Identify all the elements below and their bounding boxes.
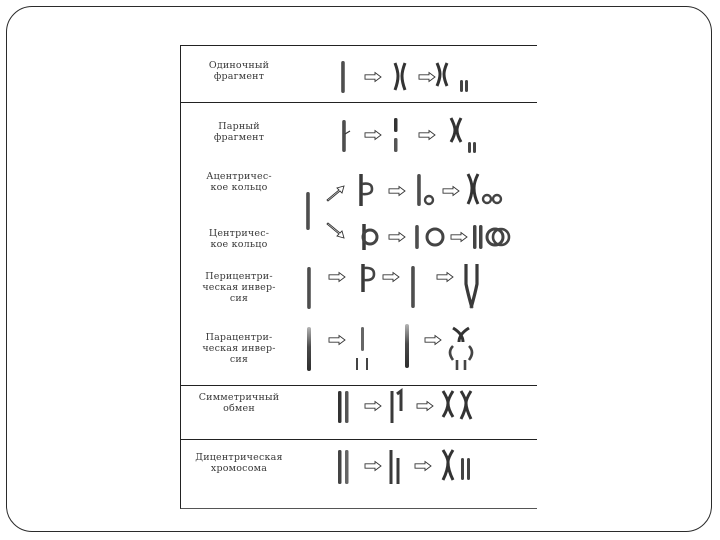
slide-frame: [6, 6, 712, 532]
label-line: Центричес-: [208, 228, 270, 239]
label-line: кое кольцо: [210, 239, 268, 250]
label-line: хромосома: [210, 463, 268, 474]
chromosome-aberrations-figure: [180, 45, 537, 509]
label-line: Дицентрическая: [195, 452, 283, 463]
label-line: сия: [229, 293, 249, 304]
label-line: Ацентричес-: [206, 171, 272, 182]
row-dicentric-chromosome-diagram: [338, 450, 470, 484]
row-paired-fragment-diagram: [342, 118, 476, 153]
label-line: Парацентри-: [205, 332, 273, 343]
label-line: фрагмент: [213, 71, 265, 82]
label-line: Симметричный: [198, 392, 280, 403]
label-line: Одиночный: [208, 60, 270, 71]
label-line: ческая инвер-: [202, 343, 276, 354]
row-single-fragment-diagram: [341, 61, 468, 93]
label-line: ческая инвер-: [202, 282, 276, 293]
label-line: Парный: [218, 121, 260, 132]
row-pericentric-inversion-diagram: [307, 264, 477, 309]
row-symmetric-exchange-diagram: [338, 391, 471, 423]
row-rings-diagram: [306, 174, 509, 250]
label-line: кое кольцо: [210, 182, 268, 193]
label-line: сия: [229, 354, 249, 365]
row-paracentric-inversion-diagram: [307, 324, 472, 371]
label-line: Перицентри-: [205, 271, 273, 282]
chromosome-diagrams: [181, 46, 537, 508]
label-line: обмен: [223, 403, 255, 414]
label-line: фрагмент: [213, 132, 265, 143]
